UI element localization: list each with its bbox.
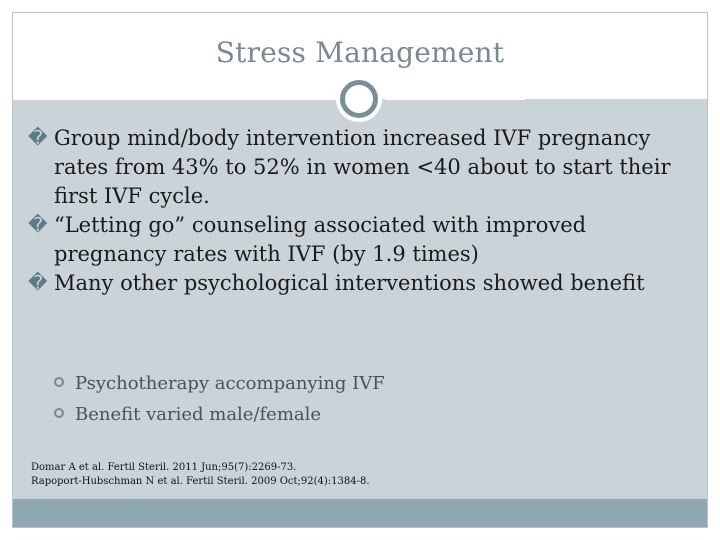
reference-line: Rapoport-Hubschman N et al. Fertil Steril. 2009 Oct;92(4):1384-8. bbox=[31, 476, 370, 487]
sub-bullet-item bbox=[52, 399, 692, 430]
bullet-text: “Letting go” counseling associated with improved pregnancy rates with IVF (by 1.9 times) bbox=[54, 213, 587, 266]
title-divider-left bbox=[13, 98, 343, 100]
sub-bullet-text: Benefit varied male/female bbox=[75, 404, 322, 425]
sub-bullet-list bbox=[52, 368, 692, 430]
bullet-marker-icon: � bbox=[28, 127, 48, 149]
sub-bullet-item bbox=[52, 368, 692, 399]
bullet-list bbox=[28, 124, 698, 298]
footer-bar bbox=[13, 499, 707, 527]
sub-bullet-text: Psychotherapy accompanying IVF bbox=[75, 373, 385, 394]
bullet-item bbox=[28, 269, 698, 298]
hollow-circle-bullet-icon bbox=[54, 377, 64, 387]
bullet-marker-icon: � bbox=[28, 272, 48, 294]
bullet-marker-icon: � bbox=[28, 214, 48, 236]
bullet-item bbox=[28, 211, 698, 269]
title-divider-right bbox=[385, 98, 525, 100]
reference-line: Domar A et al. Fertil Steril. 2011 Jun;95(7):2269-73. bbox=[31, 462, 297, 473]
hollow-circle-bullet-icon bbox=[54, 408, 64, 418]
bullet-text: Group mind/body intervention increased IVF pregnancy rates from 43% to 52% in women <40 about to start their first IVF cycle. bbox=[54, 126, 671, 208]
bullet-text: Many other psychological interventions showed benefit bbox=[54, 271, 645, 295]
references bbox=[31, 461, 691, 489]
slide-title: Stress Management bbox=[215, 36, 505, 69]
circle-ornament-icon bbox=[340, 80, 378, 118]
bullet-item bbox=[28, 124, 698, 211]
